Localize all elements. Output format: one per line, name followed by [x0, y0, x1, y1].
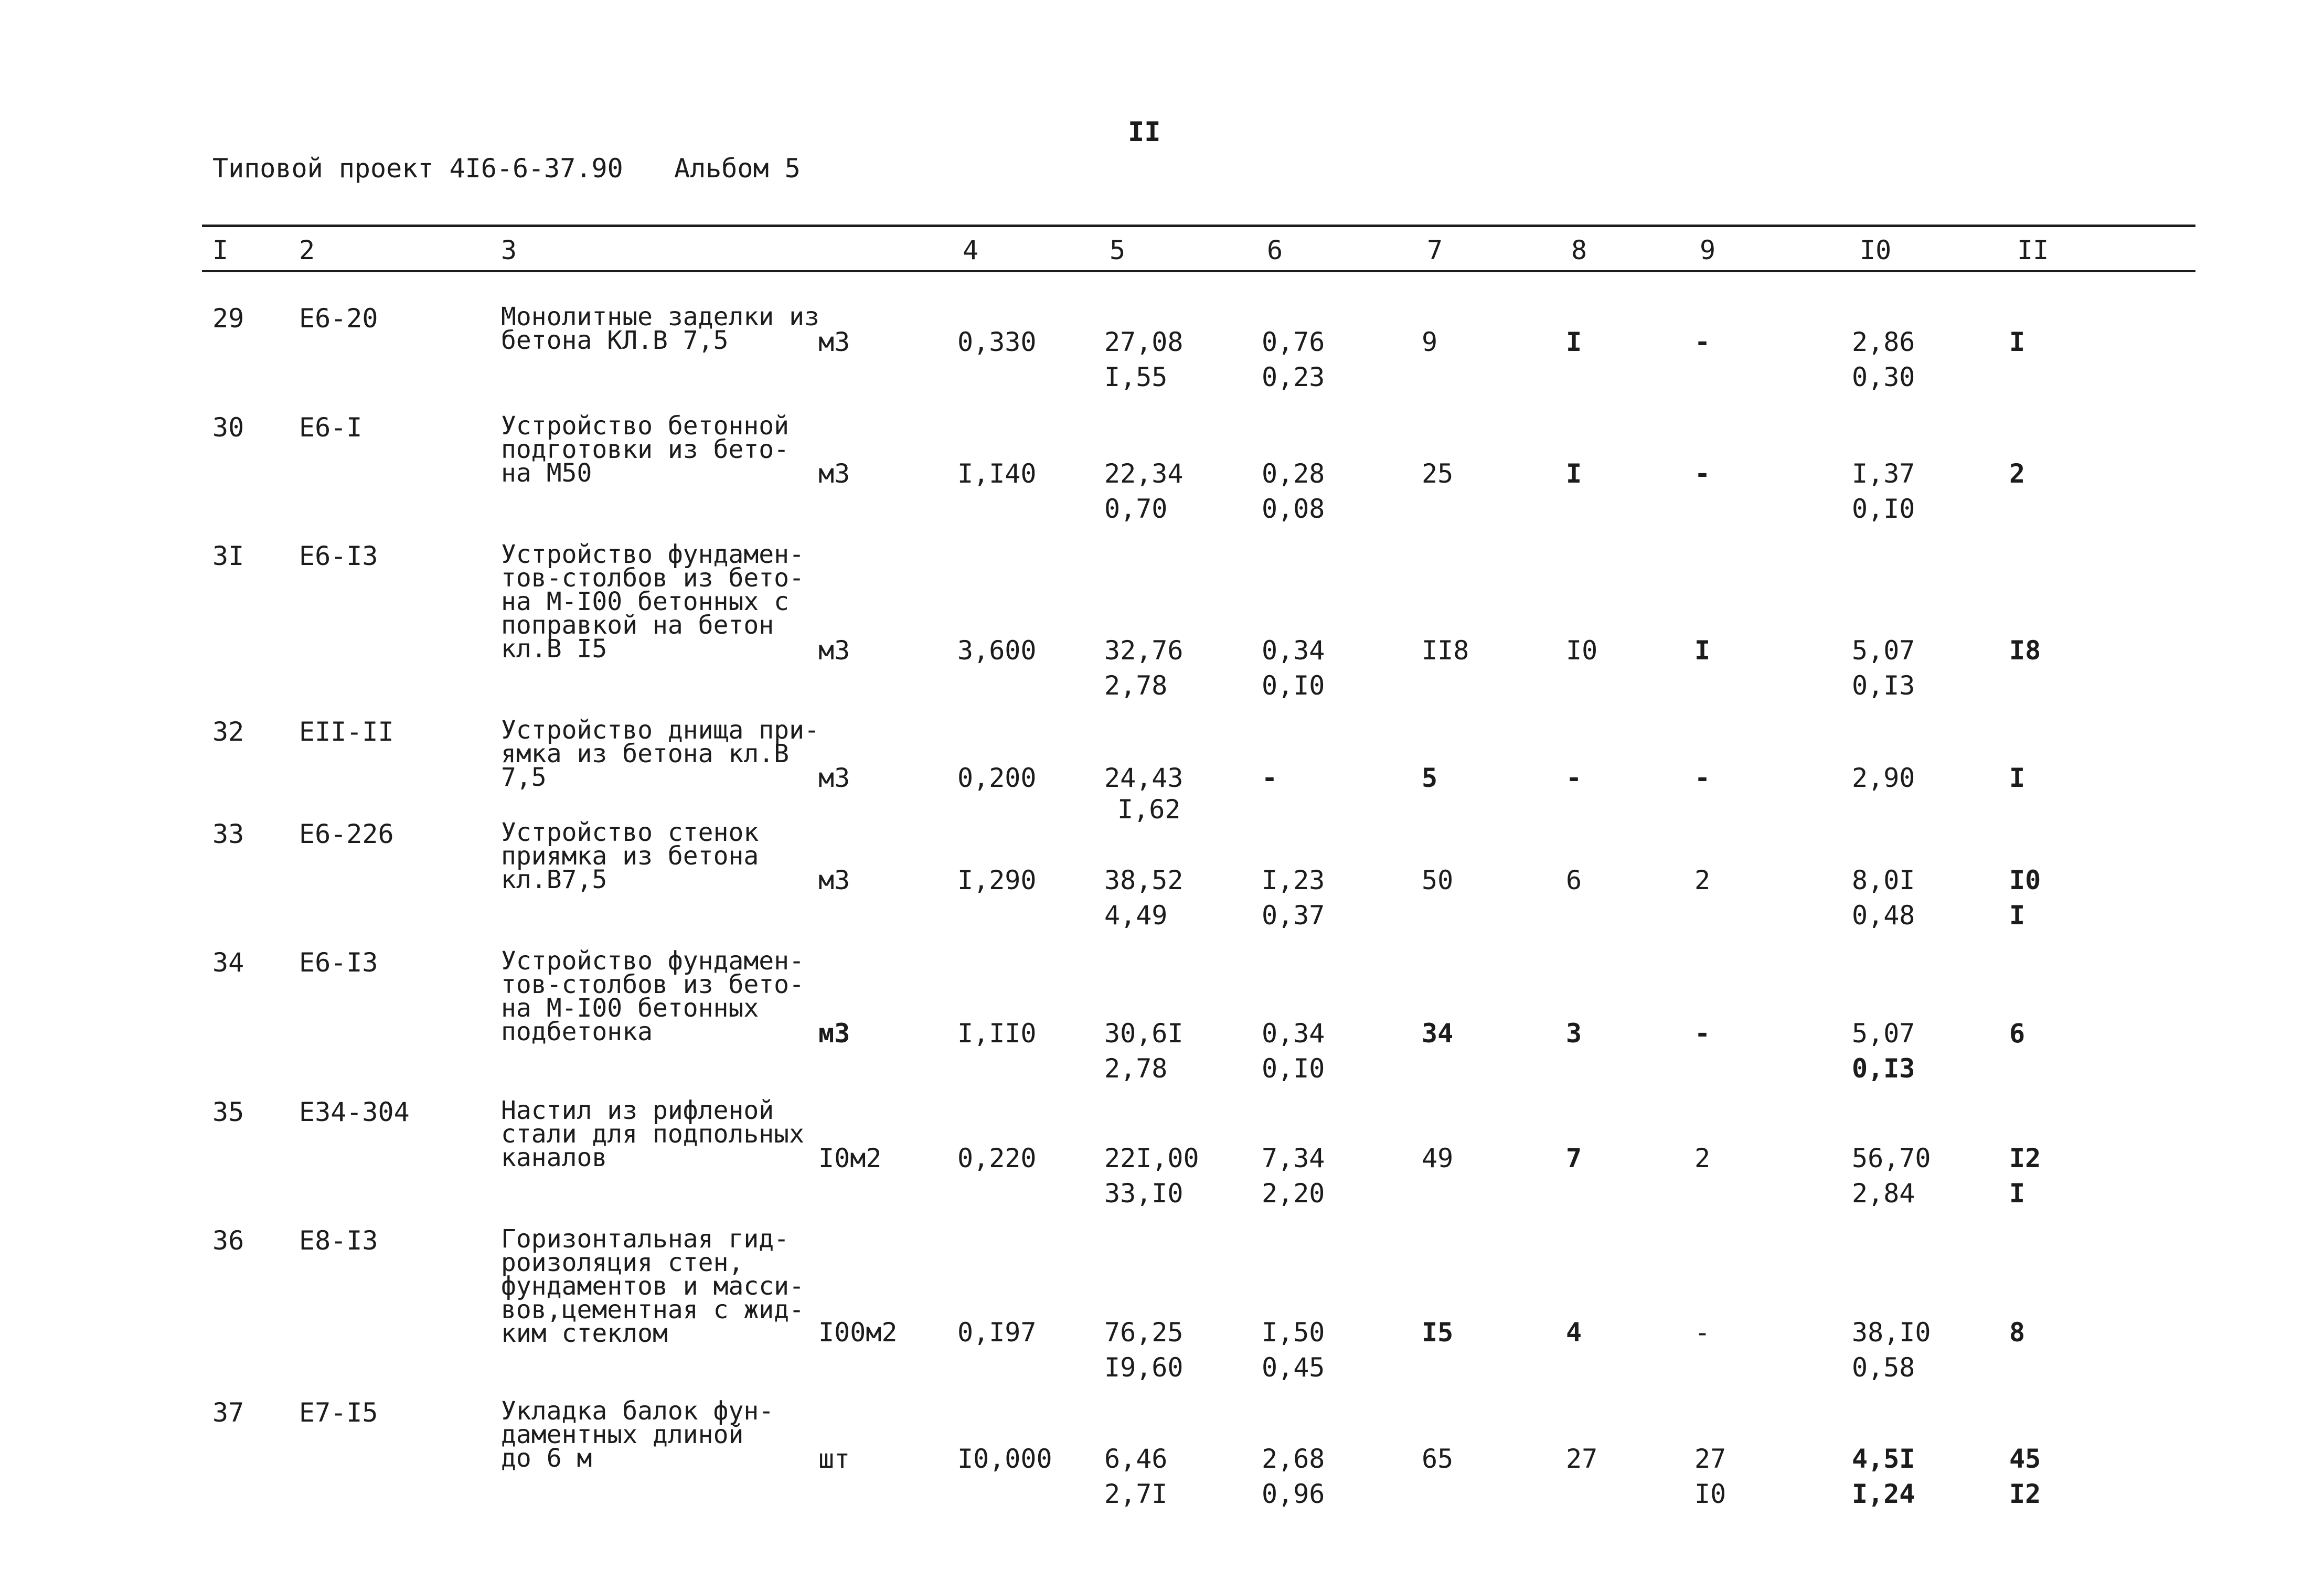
row-col6-bottom: 0,I0 — [1262, 670, 1325, 701]
row-unit: м3 — [818, 1018, 850, 1049]
row-col5-bottom: 33,I0 — [1104, 1178, 1184, 1209]
column-header-11: II — [2017, 235, 2049, 265]
row-col6-top: - — [1262, 763, 1278, 793]
column-header-4: 4 — [963, 235, 979, 265]
row-quantity: 0,I97 — [957, 1317, 1037, 1348]
row-col9: 2 — [1694, 1143, 1711, 1173]
page-number: II — [1128, 116, 1161, 148]
row-col9: I — [1694, 635, 1711, 666]
row-col9-top: 27 — [1694, 1444, 1726, 1474]
row-col10-bottom: 0,48 — [1852, 900, 1915, 931]
row-col9: - — [1694, 1018, 1711, 1049]
row-col10-top: 2,90 — [1852, 763, 1915, 793]
row-col6-bottom: 0,37 — [1262, 900, 1325, 931]
row-unit: шт — [818, 1444, 850, 1474]
row-number: 33 — [212, 819, 244, 849]
row-col6-bottom: 0,I0 — [1262, 1053, 1325, 1084]
row-quantity: 0,200 — [957, 763, 1037, 793]
row-code: Е8-I3 — [299, 1225, 378, 1256]
row-col5-top: 32,76 — [1104, 635, 1184, 666]
row-col7: II8 — [1422, 635, 1469, 666]
row-col6-bottom: 0,96 — [1262, 1479, 1325, 1509]
row-col5-bottom: 0,70 — [1104, 494, 1168, 524]
row-number: 3I — [212, 541, 244, 571]
row-col8: 3 — [1566, 1018, 1582, 1049]
row-col10-top: 4,5I — [1852, 1444, 1915, 1474]
row-col7: I5 — [1422, 1317, 1454, 1348]
row-col6-bottom: 0,45 — [1262, 1352, 1325, 1383]
row-col7: 25 — [1422, 458, 1454, 489]
row-unit: м3 — [818, 327, 850, 357]
row-col10-bottom: 2,84 — [1852, 1178, 1915, 1209]
row-col11-top: 8 — [2009, 1317, 2025, 1348]
row-col6-top: 0,28 — [1262, 458, 1325, 489]
row-col8: I0 — [1566, 635, 1598, 666]
column-header-6: 6 — [1267, 235, 1283, 265]
row-col6-top: 2,68 — [1262, 1444, 1325, 1474]
row-col10-bottom: 0,58 — [1852, 1352, 1915, 1383]
row-code: Е6-I3 — [299, 541, 378, 571]
row-col5-top: 76,25 — [1104, 1317, 1184, 1348]
row-col7: 50 — [1422, 865, 1454, 895]
row-col5-bottom: 4,49 — [1104, 900, 1168, 931]
row-col6-bottom: 2,20 — [1262, 1178, 1325, 1209]
row-col11-top: 2 — [2009, 458, 2025, 489]
row-col5-bottom: 2,78 — [1104, 670, 1168, 701]
row-col10-top: I,37 — [1852, 458, 1915, 489]
row-col11-bottom: I — [2009, 900, 2025, 931]
album-label: Альбом 5 — [674, 153, 801, 184]
row-col10-bottom: 0,I3 — [1852, 1053, 1915, 1084]
row-quantity: I,290 — [957, 865, 1037, 895]
row-col10-bottom: 0,I0 — [1852, 494, 1915, 524]
row-code: Е6-226 — [299, 819, 394, 849]
row-col6-top: 0,34 — [1262, 1018, 1325, 1049]
row-number: 35 — [212, 1097, 244, 1127]
row-col5-bottom: I9,60 — [1104, 1352, 1184, 1383]
row-col10-top: 8,0I — [1852, 865, 1915, 895]
row-code: ЕII-II — [299, 717, 394, 747]
row-col8: 6 — [1566, 865, 1582, 895]
row-col6-bottom: 0,08 — [1262, 494, 1325, 524]
row-col8: I — [1566, 327, 1582, 357]
row-col7: 65 — [1422, 1444, 1454, 1474]
row-description: Устройство днища при- ямка из бетона кл.В 7,5 — [501, 716, 819, 792]
row-col6-bottom: 0,23 — [1262, 362, 1325, 392]
row-col7: 34 — [1422, 1018, 1454, 1049]
row-col5-top: 22,34 — [1104, 458, 1184, 489]
row-col5-top: 24,43 — [1104, 763, 1184, 793]
row-unit: м3 — [818, 458, 850, 489]
row-col10-bottom: I,24 — [1852, 1479, 1915, 1509]
column-header-8: 8 — [1571, 235, 1587, 265]
row-description: Устройство стенок приямка из бетона кл.В7,5 — [501, 818, 759, 894]
row-col11-bottom: I2 — [2009, 1479, 2041, 1509]
row-col10-top: 56,70 — [1852, 1143, 1931, 1173]
row-description: Устройство фундамен- тов-столбов из бето- на М-I00 бетонных с поправкой на бетон кл.В I5 — [501, 540, 804, 664]
row-col6-top: I,50 — [1262, 1317, 1325, 1348]
table-header-rule — [202, 270, 2195, 272]
row-col9: 2 — [1694, 865, 1711, 895]
row-number: 32 — [212, 717, 244, 747]
row-code: Е7-I5 — [299, 1397, 378, 1428]
row-col11-top: I0 — [2009, 865, 2041, 895]
column-header-2: 2 — [299, 235, 315, 265]
document-title: Типовой проект 4I6-6-37.90 — [212, 153, 623, 184]
row-code: Е34-304 — [299, 1097, 410, 1127]
row-col7: 5 — [1422, 763, 1438, 793]
row-col11-top: I — [2009, 327, 2025, 357]
row-col11-top: I8 — [2009, 635, 2041, 666]
row-description: Настил из рифленой стали для подпольных каналов — [501, 1096, 804, 1172]
row-col8: - — [1566, 763, 1582, 793]
row-unit: м3 — [818, 865, 850, 895]
column-header-1: I — [212, 235, 229, 265]
row-col8: 27 — [1566, 1444, 1598, 1474]
row-unit: I0м2 — [818, 1143, 882, 1173]
row-col10-top: 5,07 — [1852, 1018, 1915, 1049]
row-col6-top: 0,34 — [1262, 635, 1325, 666]
row-col8: I — [1566, 458, 1582, 489]
row-quantity: 0,330 — [957, 327, 1037, 357]
row-col5-bottom: 2,78 — [1104, 1053, 1168, 1084]
row-description: Устройство бетонной подготовки из бето- на М50 — [501, 411, 790, 488]
column-header-10: I0 — [1860, 235, 1892, 265]
row-number: 34 — [212, 947, 244, 978]
row-col11-top: 45 — [2009, 1444, 2041, 1474]
row-col7: 9 — [1422, 327, 1438, 357]
row-col10-top: 5,07 — [1852, 635, 1915, 666]
row-code: Е6-I3 — [299, 947, 378, 978]
row-description: Монолитные заделки из бетона КЛ.В 7,5 — [501, 302, 819, 355]
row-col5-bottom: 2,7I — [1104, 1479, 1168, 1509]
row-col9: - — [1694, 1317, 1711, 1348]
row-col8: 7 — [1566, 1143, 1582, 1173]
row-col5-top: 30,6I — [1104, 1018, 1184, 1049]
row-col6-top: 7,34 — [1262, 1143, 1325, 1173]
row-col11-top: I2 — [2009, 1143, 2041, 1173]
row-col5-top: 27,08 — [1104, 327, 1184, 357]
row-number: 30 — [212, 412, 244, 443]
row-col11-top: I — [2009, 763, 2025, 793]
row-col11-bottom: I — [2009, 1178, 2025, 1209]
row-col9: - — [1694, 458, 1711, 489]
row-col6-top: I,23 — [1262, 865, 1325, 895]
row-col10-bottom: 0,30 — [1852, 362, 1915, 392]
row-col6-top: 0,76 — [1262, 327, 1325, 357]
row-description: Укладка балок фун- даментных длиной до 6 м — [501, 1396, 774, 1473]
row-code: Е6-I — [299, 412, 363, 443]
column-header-5: 5 — [1110, 235, 1126, 265]
row-unit: м3 — [818, 763, 850, 793]
row-unit: м3 — [818, 635, 850, 666]
row-col5-top: 6,46 — [1104, 1444, 1168, 1474]
row-col10-top: 38,I0 — [1852, 1317, 1931, 1348]
row-description: Устройство фундамен- тов-столбов из бето- на М-I00 бетонных подбетонка — [501, 946, 804, 1047]
row-quantity: I,II0 — [957, 1018, 1037, 1049]
column-header-3: 3 — [501, 235, 517, 265]
row-col9: - — [1694, 763, 1711, 793]
row-col11-top: 6 — [2009, 1018, 2025, 1049]
row-col9: - — [1694, 327, 1711, 357]
row-code: Е6-20 — [299, 303, 378, 334]
row-col5-bottom: I,55 — [1104, 362, 1168, 392]
row-col10-top: 2,86 — [1852, 327, 1915, 357]
row-col7: 49 — [1422, 1143, 1454, 1173]
row-quantity: I0,000 — [957, 1444, 1052, 1474]
row-col8: 4 — [1566, 1317, 1582, 1348]
row-description: Горизонтальная гид- роизоляция стен, фундаментов и масси- вов,цементная с жид- ким стеклом — [501, 1224, 804, 1348]
row-number: 36 — [212, 1225, 244, 1256]
row-number: 29 — [212, 303, 244, 334]
column-header-9: 9 — [1700, 235, 1716, 265]
row-col5-bottom: I,62 — [1117, 794, 1181, 825]
row-col5-top: 38,52 — [1104, 865, 1184, 895]
row-quantity: 0,220 — [957, 1143, 1037, 1173]
row-unit: I00м2 — [818, 1317, 898, 1348]
row-col10-bottom: 0,I3 — [1852, 670, 1915, 701]
column-header-7: 7 — [1427, 235, 1443, 265]
row-col9-bottom: I0 — [1694, 1479, 1726, 1509]
row-quantity: I,I40 — [957, 458, 1037, 489]
row-quantity: 3,600 — [957, 635, 1037, 666]
row-number: 37 — [212, 1397, 244, 1428]
row-col5-top: 22I,00 — [1104, 1143, 1199, 1173]
table-top-rule — [202, 225, 2195, 227]
